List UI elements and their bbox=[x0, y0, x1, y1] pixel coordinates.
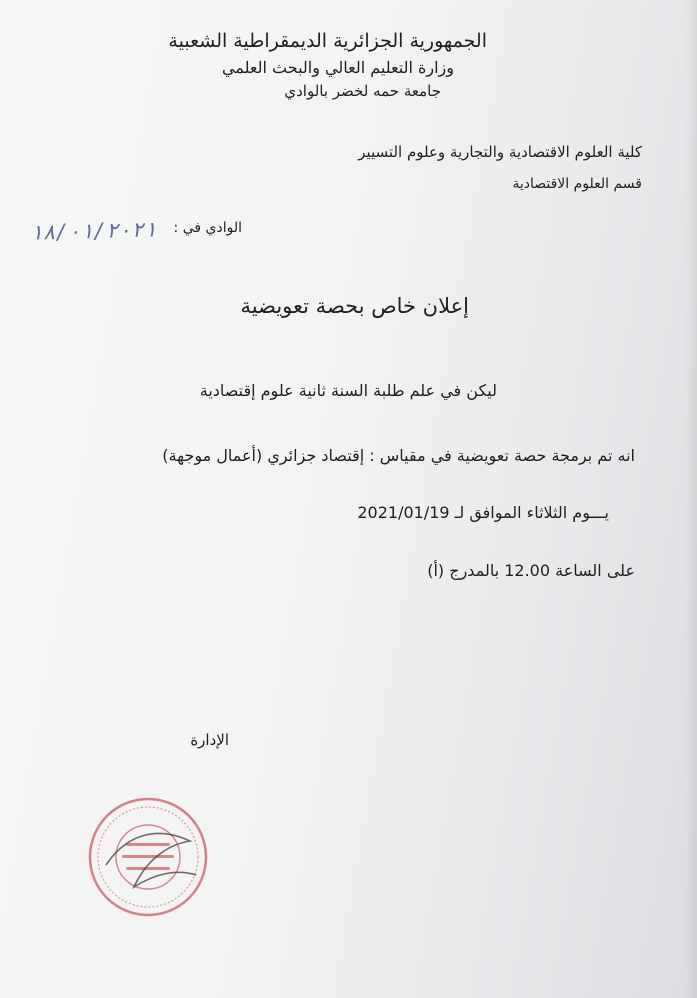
department-stamp-icon bbox=[86, 795, 210, 919]
header-republic: الجمهورية الجزائرية الديمقراطية الشعبية bbox=[168, 30, 487, 52]
signature-label: الإدارة bbox=[190, 731, 229, 749]
header-university: جامعة حمه لخضر بالوادي bbox=[284, 82, 441, 100]
page-shadow bbox=[685, 0, 697, 998]
faculty-name: كلية العلوم الاقتصادية والتجارية وعلوم التسيير bbox=[358, 143, 642, 161]
department-name: قسم العلوم الاقتصادية bbox=[512, 176, 642, 192]
announcement-subject: انه تم برمجة حصة تعويضية في مقياس : إقتصاد جزائري (أعمال موجهة) bbox=[162, 446, 635, 465]
announcement-title: إعلان خاص بحصة تعويضية bbox=[240, 294, 469, 318]
announcement-day: يـــوم الثلاثاء الموافق لـ 2021/01/19 bbox=[357, 503, 609, 522]
date-label: الوادي في : bbox=[173, 220, 242, 236]
announcement-audience: ليكن في علم طلبة السنة ثانية علوم إقتصادية bbox=[199, 381, 497, 400]
handwritten-date: ١٨/٠١/٢٠٢١ bbox=[29, 217, 157, 245]
header-ministry: وزارة التعليم العالي والبحث العلمي bbox=[222, 58, 454, 77]
announcement-time-place: على الساعة 12.00 بالمدرج (أ) bbox=[427, 561, 635, 580]
